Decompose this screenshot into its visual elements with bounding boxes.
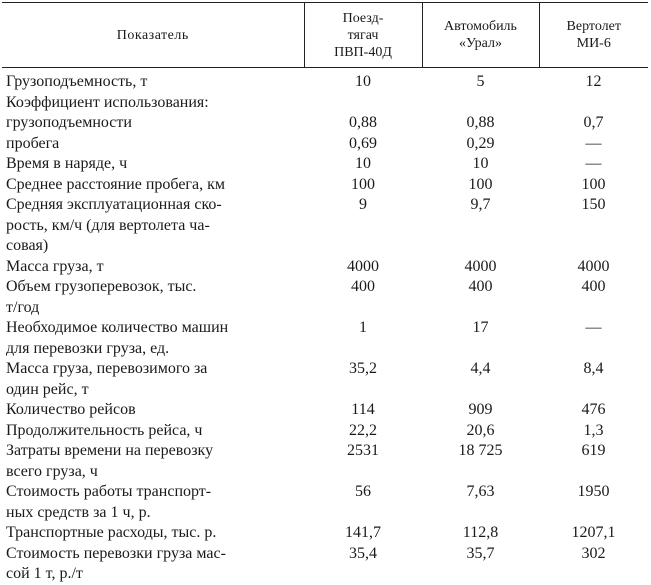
cell-value: 0,7 [583,114,604,131]
cell-value: 619 [581,442,606,459]
value-ural-truck [422,195,539,257]
cell-value: 0,29 [466,134,495,152]
header-train-tractor: Поезд- тягач ПВП-40Д [304,3,422,68]
cell-value: 10 [355,73,371,90]
cell-value: 400 [468,278,493,295]
value-mi6-helicopter [539,482,648,523]
row-label [2,441,304,482]
row-label [2,544,304,585]
value-ural-truck [422,544,539,585]
cell-value: 100 [351,175,375,193]
table-row [2,421,648,442]
value-ural-truck [422,441,539,482]
row-label [2,175,304,196]
cell-value: 17 [472,319,489,336]
row-label [2,113,304,134]
cell-value: 400 [351,278,375,295]
value-train-tractor [304,154,422,175]
cell-value: 56 [355,483,371,500]
cell-value: 100 [581,175,606,193]
value-ural-truck [422,400,539,421]
row-label-line: Среднее расстояние пробега, км [6,175,225,193]
value-mi6-helicopter [539,93,648,114]
cell-value: 4000 [577,257,610,275]
value-mi6-helicopter [539,441,648,482]
value-train-tractor [304,482,422,523]
value-ural-truck [422,175,539,196]
cell-value: — [585,319,602,336]
row-label [2,400,304,421]
row-label [2,195,304,257]
cell-value: 35,2 [349,360,377,377]
value-train-tractor [304,421,422,442]
value-mi6-helicopter [539,154,648,175]
cell-value: 4,4 [470,360,491,377]
cell-value: 7,63 [466,483,495,500]
cell-value: 2531 [347,442,379,459]
row-label-line: Грузоподъемность, т [6,73,148,90]
row-label-line: Время в наряде, ч [6,155,128,172]
table-row [2,544,648,585]
value-train-tractor [304,195,422,257]
value-mi6-helicopter [539,421,648,442]
cell-value: 1,3 [583,421,604,439]
value-train-tractor [304,257,422,278]
value-ural-truck [422,93,539,114]
table-row [2,359,648,400]
table-body [2,68,648,585]
table-row [2,257,648,278]
row-label-line: Средняя эксплуатационная ско- [6,196,222,213]
row-label [2,277,304,318]
cell-value: 0,88 [466,114,495,131]
row-label-line: Стоимость работы транспорт- [6,483,212,500]
value-train-tractor [304,523,422,544]
row-label-line: один рейс, т [6,380,89,398]
value-ural-truck [422,257,539,278]
table-row [2,441,648,482]
value-ural-truck [422,359,539,400]
value-mi6-helicopter [539,523,648,544]
value-train-tractor [304,113,422,134]
value-mi6-helicopter [539,113,648,134]
row-label-line: Транспортные расходы, тыс. р. [6,524,217,541]
row-label [2,359,304,400]
cell-value: 476 [581,401,606,418]
cell-value: 9,7 [470,196,491,213]
table-row [2,113,648,134]
value-ural-truck [422,277,539,318]
row-label-line: пробега [6,134,60,152]
value-ural-truck [422,154,539,175]
cell-value: 10 [355,155,371,172]
value-mi6-helicopter [539,544,648,585]
cell-value: 112,8 [462,524,499,541]
value-train-tractor [304,359,422,400]
cell-value: 35,4 [349,544,377,562]
cell-value: 8,4 [583,360,604,377]
cell-value: 18 725 [458,442,503,459]
value-ural-truck [422,421,539,442]
cell-value: 302 [581,544,606,562]
row-label-line: ных средств за 1 ч, р. [6,503,151,521]
table-row [2,175,648,196]
row-label-line: Стоимость перевозки груза мас- [6,544,226,562]
row-label-line: для перевозки груза, ед. [6,339,170,357]
row-label-line: совая) [6,237,49,254]
row-label-line: Коэффициент использования: [6,93,209,111]
value-mi6-helicopter [539,318,648,359]
value-mi6-helicopter [539,68,648,93]
value-ural-truck [422,482,539,523]
value-ural-truck [422,523,539,544]
value-train-tractor [304,400,422,421]
row-label-line: грузоподъемности [6,114,132,131]
cell-value: 909 [468,401,493,418]
row-label-line: рость, км/ч (для вертолета ча- [6,216,210,234]
row-label-line: Объем грузоперевозок, тыс. [6,278,197,295]
cell-value: 1 [359,319,367,336]
header-ural-truck: Автомобиль «Урал» [422,3,539,68]
row-label [2,257,304,278]
cell-value: — [585,155,602,172]
table-row [2,134,648,155]
value-train-tractor [304,441,422,482]
value-train-tractor [304,93,422,114]
cell-value: 5 [476,73,485,90]
cell-value: 4000 [347,257,379,275]
table-row [2,400,648,421]
cell-value: 100 [468,175,493,193]
value-mi6-helicopter [539,134,648,155]
row-label [2,482,304,523]
cell-value: 22,2 [349,421,377,439]
row-label-line: сой 1 т, р./т [6,565,83,582]
value-train-tractor [304,544,422,585]
row-label-line: Масса груза, перевозимого за [6,360,208,377]
row-label-line: Масса груза, т [6,257,104,275]
cell-value: 9 [359,196,367,213]
row-label-line: т/год [6,298,40,316]
cell-value: 0,88 [349,114,377,131]
table-row [2,482,648,523]
cell-value: 1207,1 [571,524,616,541]
cell-value: — [585,134,602,152]
cell-value: 0,69 [349,134,377,152]
cell-value: 35,7 [466,544,495,562]
cell-value: 4000 [464,257,497,275]
table-row [2,318,648,359]
row-label [2,134,304,155]
row-label [2,421,304,442]
cell-value: 114 [351,401,375,418]
cell-value: 150 [581,196,606,213]
cell-value: 141,7 [345,524,381,541]
table-row [2,277,648,318]
row-label [2,318,304,359]
row-label [2,154,304,175]
value-train-tractor [304,277,422,318]
cell-value: 20,6 [466,421,495,439]
table-row [2,68,648,93]
value-mi6-helicopter [539,257,648,278]
row-label-line: всего груза, ч [6,462,98,480]
value-mi6-helicopter [539,195,648,257]
row-label [2,523,304,544]
table-row [2,93,648,114]
table-header [2,3,648,68]
row-label-line: Продолжительность рейса, ч [6,421,203,439]
value-mi6-helicopter [539,359,648,400]
value-mi6-helicopter [539,400,648,421]
row-label-line: Затраты времени на перевозку [6,442,214,459]
header-indicator: Показатель [2,3,304,68]
comparison-table [2,2,648,585]
value-train-tractor [304,134,422,155]
row-label-line: Количество рейсов [6,401,136,418]
value-ural-truck [422,68,539,93]
cell-value: 1950 [577,483,610,500]
table-row [2,154,648,175]
value-mi6-helicopter [539,277,648,318]
value-ural-truck [422,134,539,155]
value-mi6-helicopter [539,175,648,196]
cell-value: 12 [585,73,602,90]
header-mi6-helicopter: Вертолет МИ-6 [539,3,648,68]
value-train-tractor [304,175,422,196]
cell-value: 400 [581,278,606,295]
row-label-line: Необходимое количество машин [6,319,229,336]
row-label [2,93,304,114]
value-train-tractor [304,68,422,93]
value-ural-truck [422,113,539,134]
cell-value: 10 [472,155,489,172]
table-row [2,195,648,257]
table-row [2,523,648,544]
value-train-tractor [304,318,422,359]
value-ural-truck [422,318,539,359]
row-label [2,68,304,93]
